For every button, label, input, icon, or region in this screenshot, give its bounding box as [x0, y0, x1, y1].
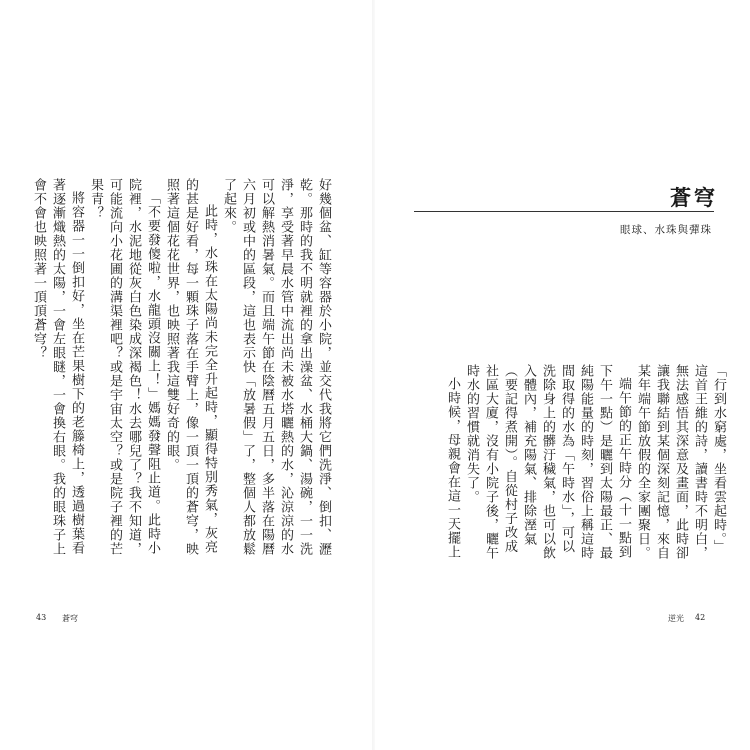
paragraph: 「行到水窮處，坐看雲起時。」這首王維的詩，讀書時不明白，無法感悟其深意及畫面，此時卻讓我聯結到某個深刻記憶，來自某年端午節放假的全家團聚日。: [635, 364, 726, 560]
paragraph: 端午節的正午時分（十一點到下午一點）是曬到太陽最正、最純陽能量的時刻，習俗上稱這時間取得的水為「午時水」，可以洗除身上的髒汙穢氣，也可以飲入體內，補充陽氣、排除溼氣（要記得煮開）。自從村子改成社區大廈，沒有小院子後，曬午時水的習慣就消失了。: [464, 364, 631, 560]
running-header: 逆光: [668, 614, 684, 623]
page-number: 42: [695, 613, 706, 622]
paragraph: 「不要發傻啦，水龍頭沒關上！」媽媽發聲阻止道。此時小院裡，水泥地從灰白色染成深褐色！水去哪兒了？我不知道，可能流向小花圃的溝渠裡吧？或是宇宙太空？或是院子裡的芒果青？: [88, 178, 160, 556]
paragraph: 小時候，母親會在這一天擺上: [445, 377, 460, 559]
paragraph: 將容器一一倒扣好，坐在芒果樹下的老籐椅上，透過樹葉看著逐漸熾熱的太陽，一會左眼瞇，一會換右眼。我的眼珠子上會不會也映照著一頂頂蒼穹？: [31, 178, 84, 556]
page-number: 43: [36, 613, 47, 622]
title-rule: [414, 211, 714, 212]
right-page-body: [443, 364, 728, 564]
paragraph: 好幾個盆、缸等容器於小院，並交代我將它們洗淨、倒扣、瀝乾。那時的我不明就裡的拿出澡盆、水桶大鍋、湯碗，一一洗淨，享受著早晨水管中流出尚未被水塔曬熱的水，沁涼涼的水可以解熱消暑氣。而且端午節在陰曆五月五日，多半落在陽曆六月初或中的區段，這也表示快「放暑假」了，整個人都放鬆了起來。: [221, 178, 331, 556]
chapter-title: 蒼穹: [670, 185, 718, 210]
running-header: 蒼穹: [62, 614, 78, 623]
paragraph: 此時，水珠在太陽尚未完全升起時，顯得特別秀氣，灰亮的甚是好看，每一顆珠子落在手臂上，像一頂一頂的蒼穹，映照著這個花花世界，也映照著我這雙好奇的眼。: [164, 178, 217, 556]
left-page-body: [29, 178, 333, 558]
chapter-subtitle: 眼球、水珠與彈珠: [620, 224, 712, 236]
